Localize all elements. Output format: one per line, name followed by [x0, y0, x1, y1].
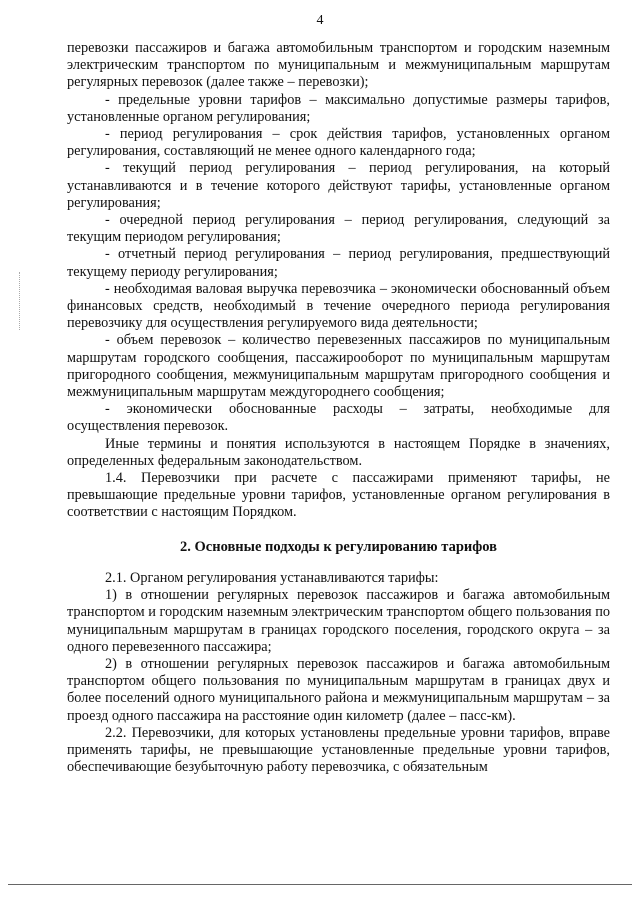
- definitions-block: [67, 40, 610, 522]
- paragraph: - экономически обоснованные расходы – затраты, необходимые для осуществления перевозок.: [67, 401, 610, 435]
- paragraph: 2.2. Перевозчики, для которых установлены предельные уровни тарифов, вправе применять тарифы, не превышающие установленные предельные уровни тарифов, обеспечивающие безубыточную работу перевозчика, с обязательным: [67, 724, 610, 776]
- paragraph: - необходимая валовая выручка перевозчика – экономически обоснованный объем финансовых средств, необходимый в течение очередного периода регулирования перевозчику для осуществления регулируемого вида деятельности;: [67, 280, 610, 332]
- paragraph: - отчетный период регулирования – период регулирования, предшествующий текущему периоду регулирования;: [67, 246, 610, 280]
- page-number: 4: [316, 13, 324, 28]
- paragraph: - текущий период регулирования – период регулирования, на который устанавливаются и в течение которого действуют тарифы, установленные органом регулирования;: [67, 160, 610, 211]
- paragraph: 2.1. Органом регулирования устанавливаются тарифы:: [105, 569, 439, 586]
- scan-artifact: [19, 272, 20, 330]
- section-heading: 2. Основные подходы к регулированию тарифов: [180, 538, 497, 555]
- paragraph: 1) в отношении регулярных перевозок пассажиров и багажа автомобильным транспортом и городским наземным электрическим транспортом общего пользования по муниципальным маршрутам в границах городского поселения, городского округа – за одного перевезенного пассажира;: [67, 587, 610, 655]
- document-body: [67, 40, 610, 776]
- section-2-block: [67, 570, 610, 776]
- paragraph: - объем перевозок – количество перевезенных пассажиров по муниципальным маршрутам городского сообщения, пассажирооборот по муниципальным маршрутам пригородного сообщения, межмуниципальным маршрутам пригородного сообщения и межмуниципальным маршрутам междугороднего сообщения;: [67, 332, 610, 401]
- paragraph: Иные термины и понятия используются в настоящем Порядке в значениях, определенных федеральным законодательством.: [67, 435, 610, 469]
- paragraph: 2) в отношении регулярных перевозок пассажиров и багажа автомобильным транспортом общего пользования по муниципальным маршрутам в границах двух и более поселений одного муниципального района и межмуниципальным маршрутам – за проезд одного пассажира на расстояние один километр (далее – пасс-км).: [67, 655, 610, 724]
- paragraph: - период регулирования – срок действия тарифов, установленных органом регулирования, составляющий не менее одного календарного года;: [67, 126, 610, 160]
- paragraph: - предельные уровни тарифов – максимально допустимые размеры тарифов, установленные органом регулирования;: [67, 91, 610, 125]
- footer-rule: [8, 884, 632, 885]
- paragraph: - очередной период регулирования – период регулирования, следующий за текущим периодом регулирования;: [67, 212, 610, 246]
- paragraph: 1.4. Перевозчики при расчете с пассажирами применяют тарифы, не превышающие предельные уровни тарифов, установленные органом регулирования в соответствии с настоящим Порядком.: [67, 470, 610, 521]
- paragraph: перевозки пассажиров и багажа автомобильным транспортом и городским наземным электрическим транспортом по муниципальным и межмуниципальным маршрутам регулярных перевозок (далее также – перевозки);: [67, 40, 610, 91]
